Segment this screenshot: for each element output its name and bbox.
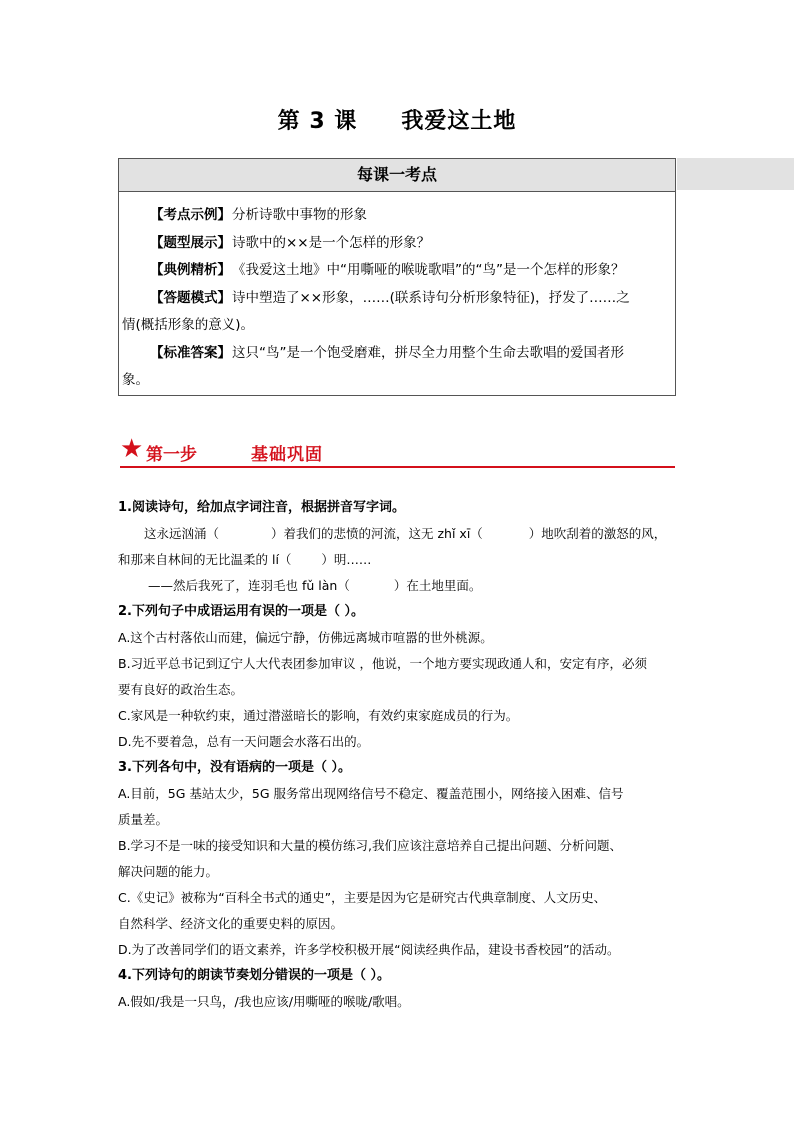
kaodian-text: 这只“鸟”是一个饱受磨难，拼尽全力用整个生命去歌唱的爱国者形 <box>232 344 624 361</box>
lesson-title <box>0 104 794 135</box>
question-stem: 3.下列各句中，没有语病的一项是（ ）。 <box>118 760 352 775</box>
question-stem: 1.阅读诗句，给加点字词注音，根据拼音写字词。 <box>118 500 405 515</box>
poem-line <box>118 547 680 573</box>
kaodian-text-continued: 情(概括形象的意义)。 <box>122 317 255 333</box>
question-stem: 4.下列诗句的朗读节奏划分错误的一项是（ ）。 <box>118 968 391 983</box>
poem-text: ）在土地里面。 <box>393 578 482 593</box>
header-shade-extension <box>677 158 794 190</box>
step-name: 基础巩固 <box>251 445 323 465</box>
kaodian-row <box>122 285 672 340</box>
kaodian-text: 分析诗歌中事物的形象 <box>232 207 367 223</box>
option-d[interactable]: D.为了改善同学们的语文素养，许多学校积极开展“阅读经典作品，建设书香校园”的活动。 <box>118 942 620 957</box>
poem-line <box>118 521 680 547</box>
question-list <box>118 495 680 1015</box>
option-b-continued: 解决问题的能力。 <box>118 864 219 879</box>
poem-text: 这永远汹涌（ <box>144 526 220 541</box>
option-c[interactable]: C.《史记》被称为“百科全书式的通史”，主要是因为它是研究古代典章制度、人文历史、 <box>118 890 607 905</box>
option-c[interactable]: C.家风是一种软约束，通过潜滋暗长的影响，有效约束家庭成员的行为。 <box>118 708 519 723</box>
poem-text: ）明…… <box>321 552 372 567</box>
kaodian-label: 【标准答案】 <box>150 344 231 361</box>
kaodian-label: 【答题模式】 <box>150 289 231 306</box>
poem-line <box>118 573 680 599</box>
lesson-name: 我爱这土地 <box>401 109 517 134</box>
kaodian-text: 《我爱这土地》中“用嘶哑的喉咙歌唱”的“鸟”是一个怎样的形象？ <box>232 262 625 278</box>
option-a-continued: 质量差。 <box>118 812 169 827</box>
option-a[interactable]: A.这个古村落依山而建，偏远宁静，仿佛远离城市喧嚣的世外桃源。 <box>118 630 493 645</box>
option-a[interactable]: A.假如/我是一只鸟，/我也应该/用嘶哑的喉咙/歌唱。 <box>118 994 410 1009</box>
lesson-number: 第 3 课 <box>277 109 358 134</box>
poem-text: ）地吹刮着的激怒的风， <box>528 526 667 541</box>
kaodian-label: 【考点示例】 <box>150 207 231 223</box>
poem-text: 和那来自林间的无比温柔的 lí（ <box>118 552 292 567</box>
kaodian-box <box>118 158 676 396</box>
kaodian-label: 【典例精析】 <box>150 262 231 278</box>
option-b[interactable]: B.习近平总书记到辽宁人大代表团参加审议 ，他说，一个地方要实现政通人和，安定有序，必须 <box>118 656 648 671</box>
kaodian-header: 每课一考点 <box>119 159 675 192</box>
kaodian-row <box>122 230 672 258</box>
step-header <box>120 436 675 466</box>
poem-text: ）着我们的悲愤的河流，这无 zhǐ xī（ <box>271 526 483 541</box>
option-b[interactable]: B.学习不是一味的接受知识和大量的模仿练习,我们应该注意培养自己提出问题、分析问题、 <box>118 838 623 853</box>
kaodian-row <box>122 340 672 395</box>
step-divider <box>120 466 675 468</box>
star-icon: ★ <box>120 434 144 464</box>
kaodian-text: 诗歌中的××是一个怎样的形象？ <box>232 234 431 251</box>
option-a[interactable]: A.目前，5G 基站太少，5G 服务常出现网络信号不稳定、覆盖范围小，网络接入困难、信号 <box>118 786 624 801</box>
kaodian-row <box>122 202 672 230</box>
option-c-continued: 自然科学、经济文化的重要史料的原因。 <box>118 916 344 931</box>
question-stem: 2.下列句子中成语运用有误的一项是（ ）。 <box>118 604 365 619</box>
kaodian-text-continued: 象。 <box>122 372 149 388</box>
kaodian-row <box>122 257 672 285</box>
kaodian-text: 诗中塑造了××形象，……(联系诗句分析形象特征)，抒发了……之 <box>232 289 630 306</box>
kaodian-label: 【题型展示】 <box>150 234 231 251</box>
step-number: 第一步 <box>146 445 197 465</box>
option-d[interactable]: D.先不要着急，总有一天问题会水落石出的。 <box>118 734 370 749</box>
poem-text: ——然后我死了，连羽毛也 fǔ làn（ <box>148 578 350 593</box>
option-b-continued: 要有良好的政治生态。 <box>118 682 244 697</box>
